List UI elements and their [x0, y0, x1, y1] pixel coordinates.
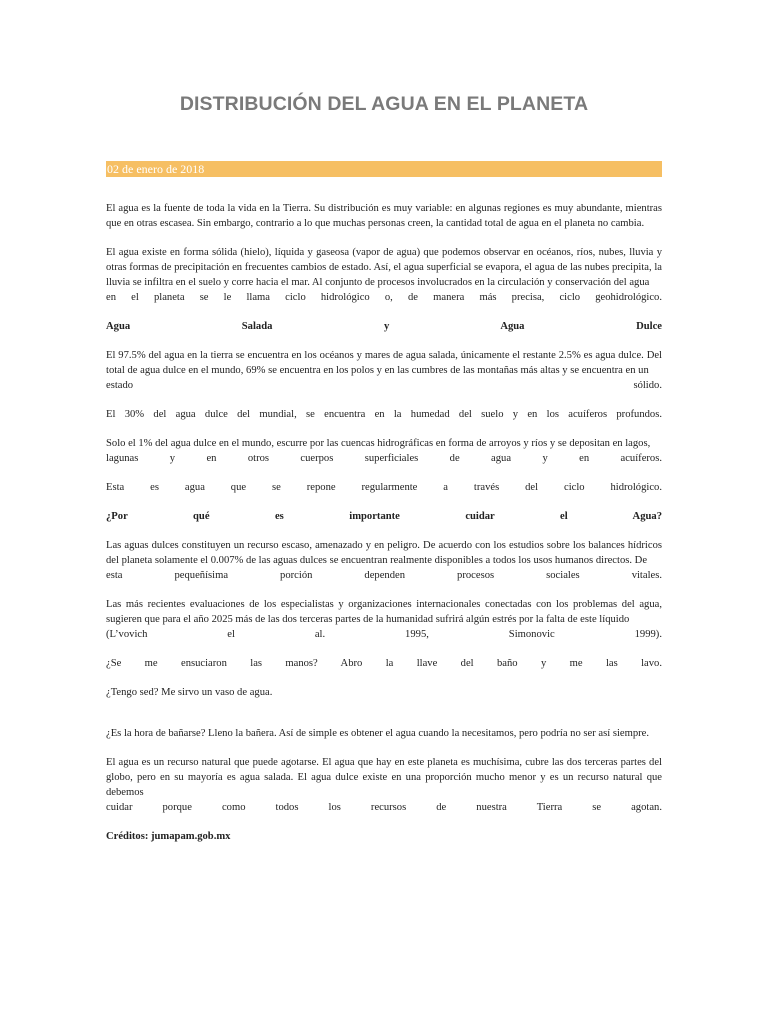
paragraph-percentages [106, 348, 662, 393]
paragraph-exhaustible [106, 755, 662, 815]
paragraph-line-last: esta pequeñísima porción dependen procesos sociales vitales. [106, 570, 662, 581]
credits-line: Créditos: jumapam.gob.mx [106, 831, 231, 842]
paragraph-surface-water [106, 436, 662, 466]
paragraph-thirsty: ¿Tengo sed? Me sirvo un vaso de agua. [106, 687, 273, 698]
document-page [106, 0, 662, 858]
paragraph-line-last: cuidar porque como todos los recursos de nuestra Tierra se agotan. [106, 802, 662, 813]
paragraph-cycle: Esta es agua que se repone regularmente a través del ciclo hidrológico. [106, 482, 662, 493]
paragraph-intro: El agua es la fuente de toda la vida en la Tierra. Su distribución es muy variable: en algunas regiones es muy abundante, mientras que en otras escasea. Sin embargo, contrario a lo que muchas personas creen, la cantidad total de agua en el planeta no cambia. [106, 203, 662, 229]
paragraph-water-states [106, 245, 662, 305]
article-body [106, 201, 662, 844]
paragraph-line: El agua es un recurso natural que puede agotarse. El agua que hay en este planeta es muchísima, cubre las dos terceras partes del globo, pero en su mayoría es agua salada. El agua dulce existe en una proporción mucho menor y es un recurso natural que debemos [106, 757, 662, 798]
paragraph-line: El 97.5% del agua en la tierra se encuentra en los océanos y mares de agua salada, únicamente el restante 2.5% es agua dulce. Del total de agua dulce en el mundo, 69% se encuentra en los polos y en las cumbres de las montañas más altas y se encuentra en un [106, 350, 662, 376]
paragraph-line: Las aguas dulces constituyen un recurso escaso, amenazado y en peligro. De acuerdo con los estudios sobre los balances hídricos del planeta solamente el 0.007% de las aguas dulces se encuentran realmente disponibles a todos los usos humanos directos. De [106, 540, 662, 566]
date-banner: 02 de enero de 2018 [106, 161, 662, 177]
paragraph-groundwater: El 30% del agua dulce del mundial, se encuentra en la humedad del suelo y en los acuíferos profundos. [106, 409, 662, 420]
paragraph-line: Solo el 1% del agua dulce en el mundo, escurre por las cuencas hidrográficas en forma de arroyos y ríos y se depositan en lagos, [106, 438, 651, 449]
paragraph-dirty-hands: ¿Se me ensuciaron las manos? Abro la llave del baño y me las lavo. [106, 658, 662, 669]
paragraph-scarce-resource [106, 538, 662, 583]
paragraph-line: El agua existe en forma sólida (hielo), líquida y gaseosa (vapor de agua) que podemos observar en océanos, ríos, nubes, lluvia y otras formas de precipitación en frecuentes cambios de estado. Así, el agua superficial se evapora, el agua de las nubes precipita, la lluvia se infiltra en el suelo y corre hacia el mar. Al conjunto de procesos involucrados en la circulación y conservación del agua [106, 247, 662, 288]
page-title: DISTRIBUCIÓN DEL AGUA EN EL PLANETA [179, 93, 589, 115]
section-heading-salt-fresh: Agua Salada y Agua Dulce [106, 321, 662, 332]
paragraph-line-last: (L’vovich el al. 1995, Simonovic 1999). [106, 629, 662, 640]
paragraph-evaluations [106, 597, 662, 642]
paragraph-line-last: en el planeta se le llama ciclo hidrológico o, de manera más precisa, ciclo geohidrológico. [106, 292, 662, 303]
paragraph-line-last: lagunas y en otros cuerpos superficiales de agua y en acuíferos. [106, 453, 662, 464]
paragraph-bath: ¿Es la hora de bañarse? Lleno la bañera. Así de simple es obtener el agua cuando la necesitamos, pero podría no ser así siempre. [106, 728, 650, 739]
paragraph-line: Las más recientes evaluaciones de los especialistas y organizaciones internacionales conectadas con los problemas del agua, sugieren que para el año 2025 más de las dos terceras partes de la humanidad sufrirá algún estrés por la falta de este líquido [106, 599, 662, 625]
paragraph-line-last: estado sólido. [106, 380, 662, 391]
section-heading-why-care: ¿Por qué es importante cuidar el Agua? [106, 511, 662, 522]
